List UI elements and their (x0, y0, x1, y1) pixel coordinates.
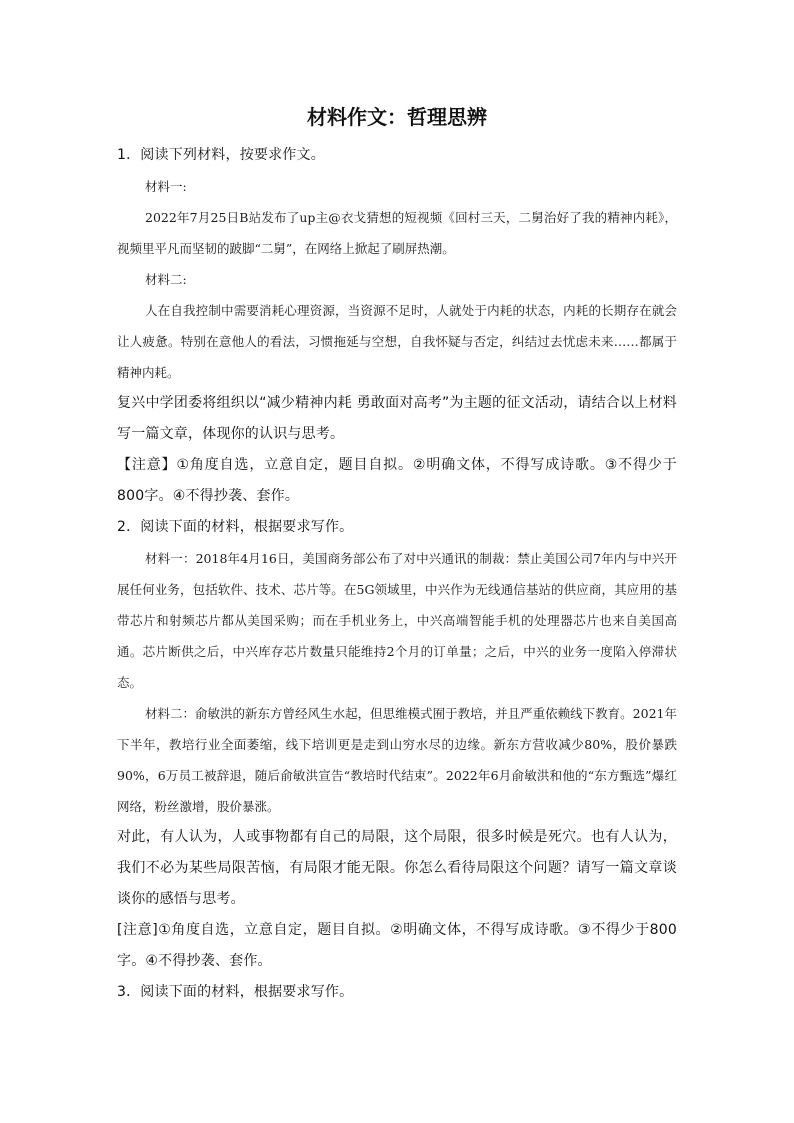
q1-note: 【注意】①角度自选，立意自定，题目自拟。②明确文体，不得写成诗歌。③不得少于800字。④不得抄袭、套作。 (117, 457, 677, 504)
q2-note: [注意]①角度自选，立意自定，题目自拟。②明确文体，不得写成诗歌。③不得少于800字。④不得抄袭、套作。 (117, 922, 677, 969)
question-3-prompt: 3．阅读下面的材料，根据要求写作。 (117, 984, 354, 1000)
document-body (117, 100, 677, 1008)
q2-material-1-text: 材料一：2018年4月16日，美国商务部公布了对中兴通讯的制裁：禁止美国公司7年内与中兴开展任何业务，包括软件、技术、芯片等。在5G领域里，中兴作为无线通信基站的供应商，其应用的基带芯片和射频芯片都从美国采购；而在手机业务上，中兴高端智能手机的处理器芯片也来自美国高通。芯片断供之后，中兴库存芯片数量只能维持2个月的订单量；之后，中兴的业务一度陷入停滞状态。 (117, 551, 677, 690)
question-2-prompt: 2．阅读下面的材料，根据要求写作。 (117, 519, 354, 535)
question-1-prompt: 1．阅读下列材料，按要求作文。 (117, 147, 325, 163)
q1-task: 复兴中学团委将组织以“减少精神内耗 勇敢面对高考”为主题的征文活动，请结合以上材料写一篇文章，体现你的认识与思考。 (117, 395, 677, 442)
q2-task: 对此，有人认为，人或事物都有自己的局限，这个局限，很多时候是死穴。也有人认为，我们不必为某些局限苦恼，有局限才能无限。你怎么看待局限这个问题？请写一篇文章谈谈你的感悟与思考。 (117, 829, 677, 907)
q1-material-1-label: 材料一: (145, 179, 187, 194)
q1-material-1-text: 2022年7月25日B站发布了up主@衣戈猜想的短视频《回村三天，二舅治好了我的精神内耗》，视频里平凡而坚韧的跛脚“二舅”，在网络上掀起了刷屏热潮。 (117, 210, 677, 256)
page-title: 材料作文：哲理思辨 (307, 105, 487, 129)
q2-material-2-text: 材料二：俞敏洪的新东方曾经风生水起，但思维模式囿于教培，并且严重依赖线下教育。2021年下半年，教培行业全面萎缩，线下培训更是走到山穷水尽的边缘。新东方营收减少80%，股价暴跌90%，6万员工被辞退，随后俞敏洪宣告“教培时代结束”。2022年6月俞敏洪和他的“东方甄选”爆红网络，粉丝激增，股价暴涨。 (117, 706, 677, 814)
q1-material-2-text: 人在自我控制中需要消耗心理资源，当资源不足时，人就处于内耗的状态，内耗的长期存在就会让人疲惫。特别在意他人的看法，习惯拖延与空想，自我怀疑与否定，纠结过去忧虑未来……都属于精神内耗。 (117, 303, 677, 380)
q1-material-2-label: 材料二: (145, 272, 187, 287)
